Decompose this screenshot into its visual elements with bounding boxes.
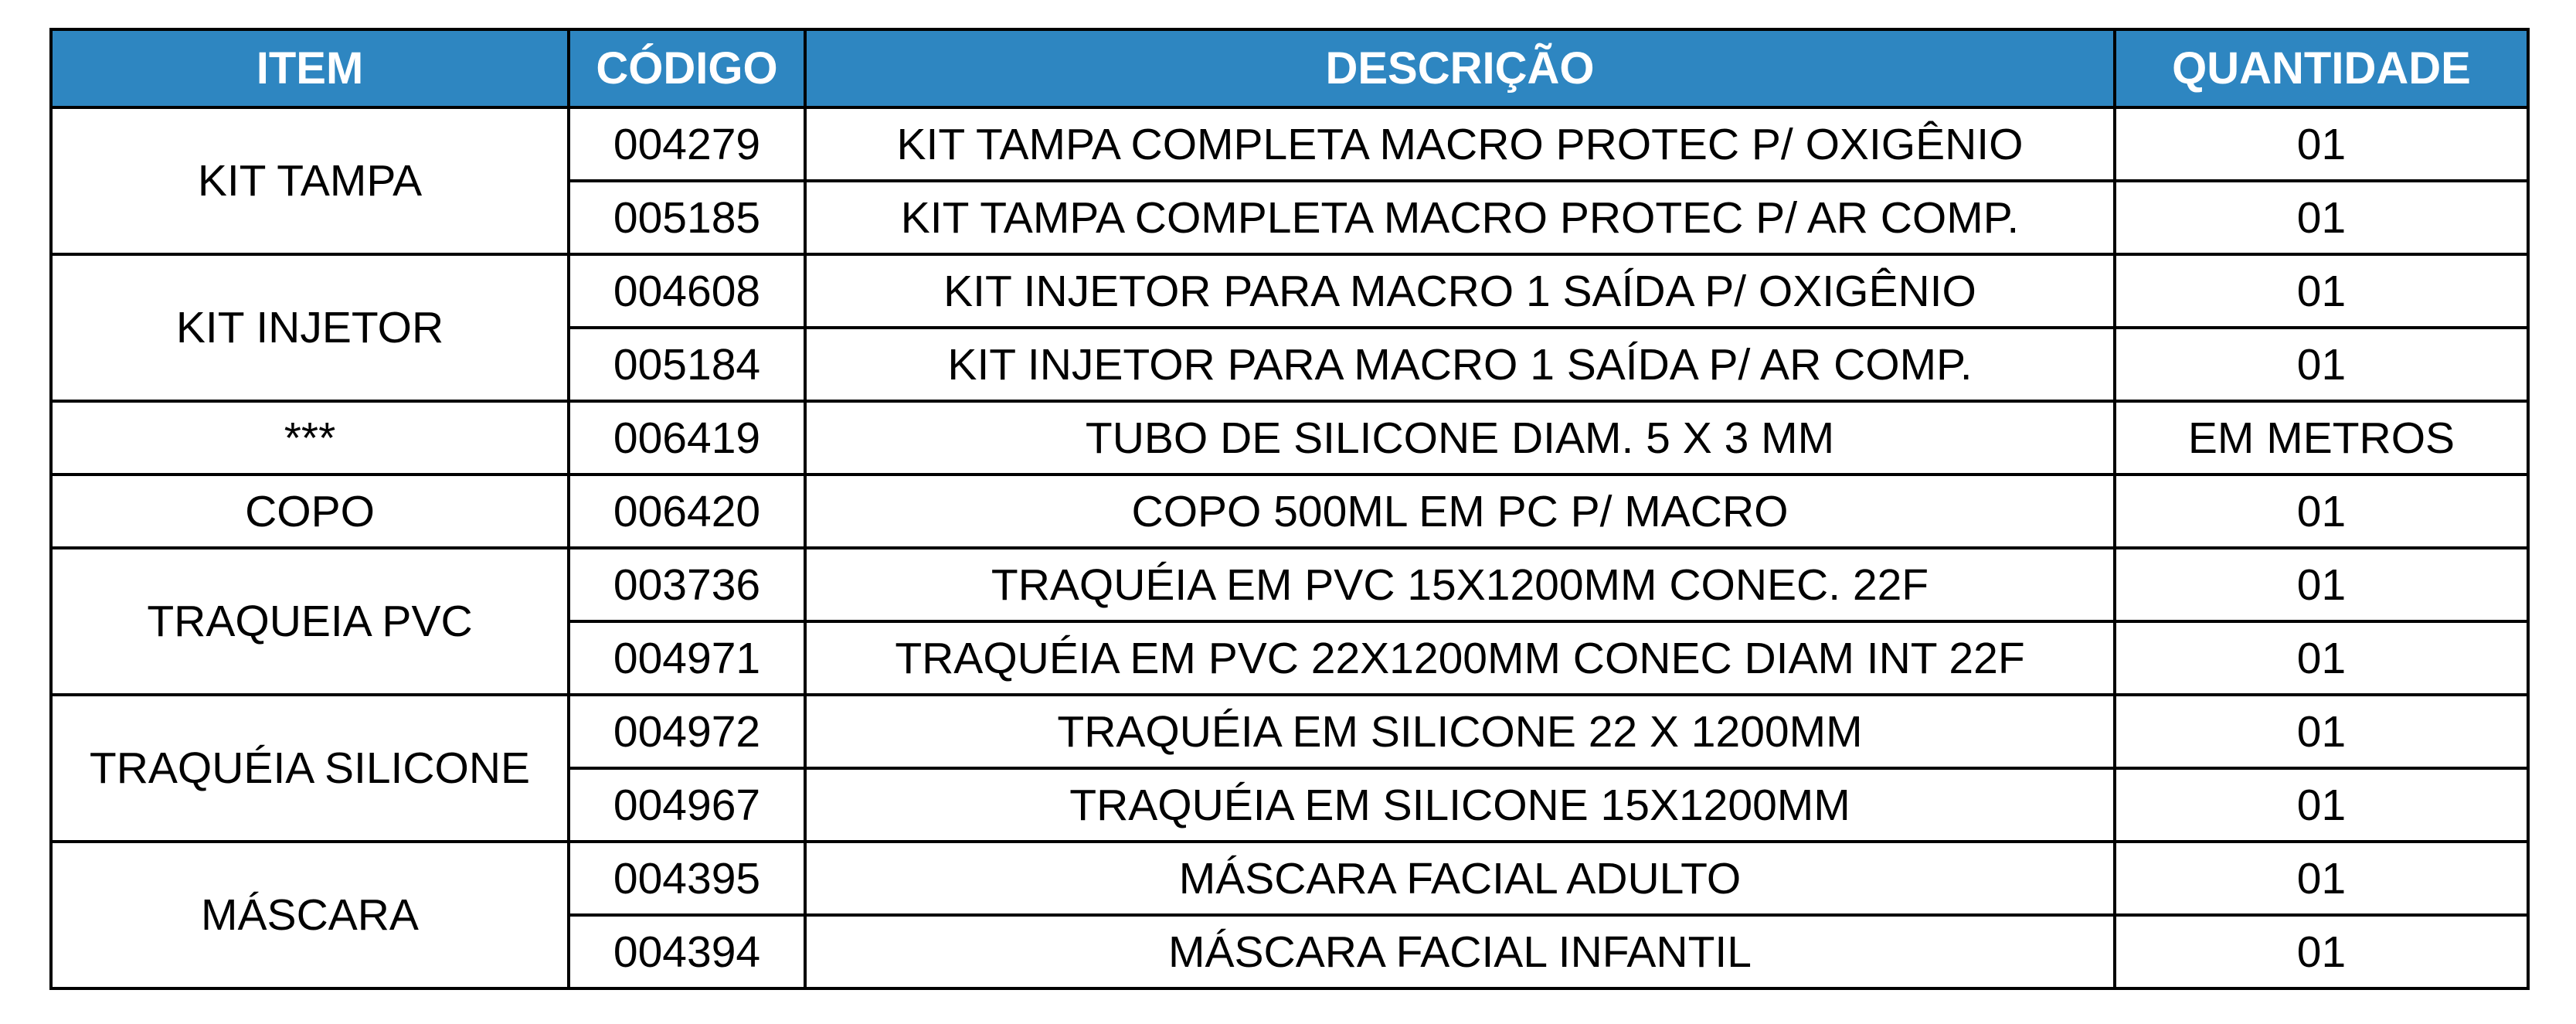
quantity-cell: 01 xyxy=(2115,548,2528,621)
item-cell: COPO xyxy=(51,475,569,548)
description-cell: TRAQUÉIA EM PVC 15X1200MM CONEC. 22F xyxy=(805,548,2115,621)
code-cell: 004394 xyxy=(569,915,805,988)
quantity-cell: EM METROS xyxy=(2115,401,2528,475)
quantity-cell: 01 xyxy=(2115,695,2528,768)
description-cell: TRAQUÉIA EM SILICONE 22 X 1200MM xyxy=(805,695,2115,768)
quantity-cell: 01 xyxy=(2115,915,2528,988)
description-cell: KIT TAMPA COMPLETA MACRO PROTEC P/ AR COMP. xyxy=(805,181,2115,254)
item-cell: TRAQUÉIA SILICONE xyxy=(51,695,569,842)
parts-table xyxy=(49,28,2530,990)
code-cell: 005185 xyxy=(569,181,805,254)
header-codigo: CÓDIGO xyxy=(569,29,805,107)
code-cell: 004395 xyxy=(569,842,805,915)
description-cell: KIT INJETOR PARA MACRO 1 SAÍDA P/ OXIGÊNIO xyxy=(805,254,2115,328)
item-cell: KIT INJETOR xyxy=(51,254,569,401)
quantity-cell: 01 xyxy=(2115,107,2528,181)
table-header xyxy=(51,29,2528,107)
header-item: ITEM xyxy=(51,29,569,107)
item-cell: MÁSCARA xyxy=(51,842,569,988)
header-quantidade: QUANTIDADE xyxy=(2115,29,2528,107)
code-cell: 006420 xyxy=(569,475,805,548)
code-cell: 004972 xyxy=(569,695,805,768)
table-row xyxy=(51,475,2528,548)
code-cell: 004608 xyxy=(569,254,805,328)
quantity-cell: 01 xyxy=(2115,768,2528,842)
quantity-cell: 01 xyxy=(2115,328,2528,401)
table-row xyxy=(51,695,2528,768)
description-cell: TUBO DE SILICONE DIAM. 5 X 3 MM xyxy=(805,401,2115,475)
code-cell: 004971 xyxy=(569,621,805,695)
description-cell: MÁSCARA FACIAL INFANTIL xyxy=(805,915,2115,988)
quantity-cell: 01 xyxy=(2115,254,2528,328)
table-row xyxy=(51,401,2528,475)
table-row xyxy=(51,548,2528,621)
code-cell: 003736 xyxy=(569,548,805,621)
item-cell: TRAQUEIA PVC xyxy=(51,548,569,695)
quantity-cell: 01 xyxy=(2115,842,2528,915)
header-row xyxy=(51,29,2528,107)
code-cell: 006419 xyxy=(569,401,805,475)
table-row xyxy=(51,842,2528,915)
description-cell: MÁSCARA FACIAL ADULTO xyxy=(805,842,2115,915)
code-cell: 005184 xyxy=(569,328,805,401)
description-cell: KIT INJETOR PARA MACRO 1 SAÍDA P/ AR COMP. xyxy=(805,328,2115,401)
quantity-cell: 01 xyxy=(2115,181,2528,254)
quantity-cell: 01 xyxy=(2115,475,2528,548)
description-cell: TRAQUÉIA EM PVC 22X1200MM CONEC DIAM INT 22F xyxy=(805,621,2115,695)
item-cell: *** xyxy=(51,401,569,475)
item-cell: KIT TAMPA xyxy=(51,107,569,254)
description-cell: KIT TAMPA COMPLETA MACRO PROTEC P/ OXIGÊNIO xyxy=(805,107,2115,181)
code-cell: 004967 xyxy=(569,768,805,842)
description-cell: COPO 500ML EM PC P/ MACRO xyxy=(805,475,2115,548)
code-cell: 004279 xyxy=(569,107,805,181)
table-body xyxy=(51,107,2528,988)
quantity-cell: 01 xyxy=(2115,621,2528,695)
header-descricao: DESCRIÇÃO xyxy=(805,29,2115,107)
description-cell: TRAQUÉIA EM SILICONE 15X1200MM xyxy=(805,768,2115,842)
table-row xyxy=(51,254,2528,328)
table-row xyxy=(51,107,2528,181)
